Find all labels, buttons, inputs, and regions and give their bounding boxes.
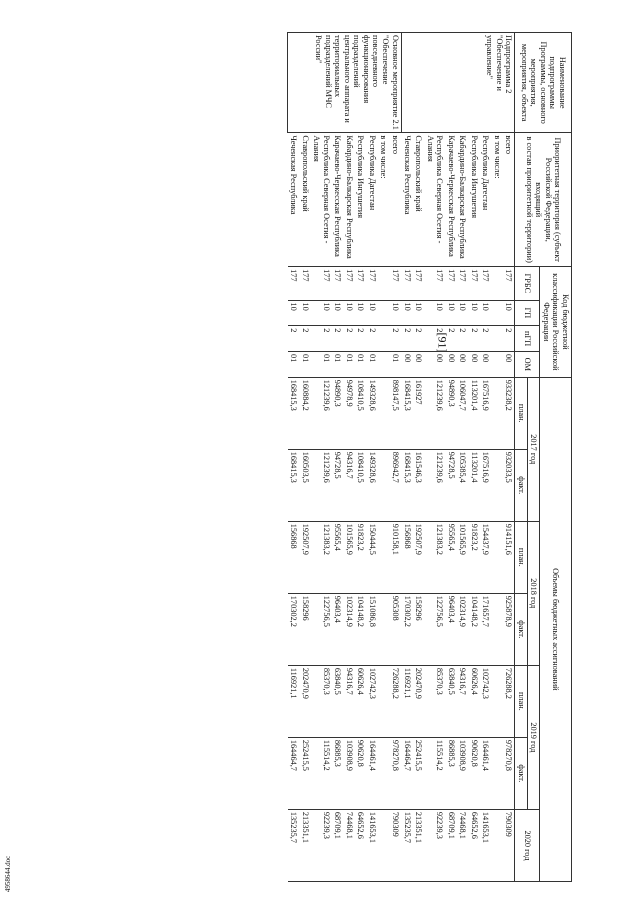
header-2020: 2020 год [515,809,540,881]
value-cell: 95565,4 [332,521,344,593]
value-cell: 102742,3 [480,665,492,737]
value-cell: 01 [366,351,378,377]
territory-cell: всего [390,133,402,267]
value-cell: 978270,8 [503,737,515,809]
value-cell: 113201,4 [468,449,480,521]
value-cell: 177 [332,267,344,300]
page-number: [91] [435,332,450,353]
value-cell [378,665,390,737]
value-cell: 01 [355,351,367,377]
value-cell: 177 [343,267,355,300]
value-cell: 122756,5 [311,593,332,665]
value-cell: 113201,4 [468,377,480,449]
value-cell: 10 [390,300,402,326]
table-row [355,33,367,882]
value-cell: 01 [299,351,311,377]
header-code: Код бюджетной классификации Российской Федерации [540,267,572,378]
value-cell [378,521,390,593]
value-cell: 925878,9 [503,593,515,665]
value-cell: 2 [457,326,469,352]
value-cell: 01 [288,351,300,377]
value-cell [491,351,503,377]
territory-cell: Чеченская Республика [288,133,300,267]
value-cell: 10 [480,300,492,326]
value-cell [491,593,503,665]
value-cell: 108410,5 [355,449,367,521]
value-cell: 00 [480,351,492,377]
value-cell: 90620,8 [468,737,480,809]
value-cell: 2 [299,326,311,352]
value-cell: 101565,9 [457,521,469,593]
value-cell: 104148,2 [355,593,367,665]
value-cell: 213351,1 [299,809,311,881]
header-2018-plan: план. [515,521,528,593]
value-cell: 10 [503,300,515,326]
territory-cell: Республика Северная Осетия - Алания [311,133,332,267]
value-cell: 156868 [288,521,300,593]
value-cell: 177 [480,267,492,300]
header-name: Наименование подпрограммы Программы, основного мероприятия, мероприятия, объекта [515,33,572,133]
value-cell: 01 [343,351,355,377]
value-cell: 92239,3 [311,809,332,881]
value-cell: 2 [413,326,425,352]
value-cell: 202470,9 [413,665,425,737]
value-cell: 00 [424,351,445,377]
value-cell: 01 [311,351,332,377]
value-cell: 177 [355,267,367,300]
value-cell: 74468,1 [343,809,355,881]
territory-cell: Республика Северная Осетия - Алания [424,133,445,267]
territory-cell: Кабардино-Балкарская Республика [457,133,469,267]
territory-cell: Карачаево-Черкесская Республика [332,133,344,267]
value-cell: 96403,4 [445,593,457,665]
value-cell: 85370,3 [424,665,445,737]
table-row [457,33,469,882]
value-cell: 121239,6 [424,377,445,449]
rotated-table-container [72,32,572,882]
value-cell: 86885,3 [332,737,344,809]
value-cell: 121239,6 [424,449,445,521]
value-cell: 74468,1 [457,809,469,881]
value-cell: 160503,5 [299,449,311,521]
value-cell: 10 [311,300,332,326]
value-cell: 177 [299,267,311,300]
value-cell: 149328,6 [366,449,378,521]
value-cell: 2 [355,326,367,352]
table-row [468,33,480,882]
value-cell: 161546,3 [413,449,425,521]
value-cell: 68709,1 [445,809,457,881]
value-cell: 103908,9 [457,737,469,809]
value-cell [378,593,390,665]
value-cell: 91823,2 [355,521,367,593]
value-cell: 10 [299,300,311,326]
value-cell: 164461,4 [480,737,492,809]
value-cell: 2 [311,326,332,352]
territory-cell: Республика Дагестан [480,133,492,267]
value-cell: 115514,2 [311,737,332,809]
value-cell: 94890,3 [332,377,344,449]
value-cell: 94316,7 [343,665,355,737]
value-cell: 94728,5 [445,449,457,521]
territory-cell: Республика Ингушетия [355,133,367,267]
value-cell: 164461,4 [366,737,378,809]
header-volumes: Объемы бюджетных ассигнований [540,377,572,881]
value-cell: 167516,9 [480,377,492,449]
value-cell: 910158,1 [390,521,402,593]
value-cell: 101565,9 [343,521,355,593]
value-cell: 141653,1 [480,809,492,881]
value-cell: 790309 [503,809,515,881]
table-row [288,33,300,882]
value-cell: 94728,5 [332,449,344,521]
value-cell: 213351,1 [413,809,425,881]
value-cell: 103908,9 [343,737,355,809]
value-cell: 91823,2 [468,521,480,593]
table-row [424,33,445,882]
value-cell: 158296 [299,593,311,665]
value-cell: 150444,5 [366,521,378,593]
value-cell: 00 [401,351,413,377]
value-cell: 164464,7 [288,737,300,809]
value-cell: 90620,8 [355,737,367,809]
header-2019-fact: факт. [515,737,528,809]
territory-cell: Республика Ингушетия [468,133,480,267]
document-id: 4958644.doc [4,855,13,893]
value-cell [378,737,390,809]
value-cell: 86885,3 [445,737,457,809]
value-cell: 177 [390,267,402,300]
value-cell: 116921,1 [288,665,300,737]
value-cell: 161927 [413,377,425,449]
value-cell: 115514,2 [424,737,445,809]
header-grbs: ГРБС [515,267,540,300]
header-territory-mid: входящий [534,182,544,218]
value-cell: 63840,5 [332,665,344,737]
value-cell: 2 [390,326,402,352]
value-cell: 116921,1 [401,665,413,737]
value-cell: 10 [288,300,300,326]
table-row [311,33,332,882]
group-name: Основное мероприятие 2.1 "Обеспечение повседневного функционирования подразделений центрального аппарата и территориальных подразделений МЧС России" [288,33,401,133]
value-cell [491,300,503,326]
value-cell: 2 [424,326,445,352]
value-cell [491,377,503,449]
value-cell [491,809,503,881]
value-cell: 252415,5 [413,737,425,809]
value-cell: 898147,5 [390,377,402,449]
value-cell [491,665,503,737]
value-cell: 102314,9 [343,593,355,665]
value-cell: 95565,4 [445,521,457,593]
value-cell: 170302,2 [401,593,413,665]
value-cell: 00 [457,351,469,377]
value-cell: 01 [332,351,344,377]
value-cell: 10 [468,300,480,326]
territory-cell: в том числе: [378,133,390,267]
value-cell: 121383,2 [311,521,332,593]
value-cell: 726288,2 [390,665,402,737]
group-name: Подпрограмма 2 "Обеспечение и управление" [401,33,515,133]
value-cell: 177 [288,267,300,300]
value-cell: 932033,5 [503,449,515,521]
header-2017-fact: факт. [515,449,528,521]
value-cell: 164464,7 [401,737,413,809]
value-cell: 92239,3 [424,809,445,881]
value-cell: 177 [311,267,332,300]
value-cell: 00 [503,351,515,377]
value-cell: 00 [413,351,425,377]
header-om: ОМ [515,351,540,377]
territory-cell: в том числе: [491,133,503,267]
value-cell: 160884,2 [299,377,311,449]
value-cell: 177 [445,267,457,300]
value-cell: 151086,8 [366,593,378,665]
value-cell: 2 [366,326,378,352]
value-cell: 104148,2 [468,593,480,665]
value-cell: 168415,3 [288,377,300,449]
table-row [401,33,413,882]
value-cell: 158296 [413,593,425,665]
value-cell: 01 [390,351,402,377]
table-body [288,33,515,882]
header-2017: 2017 год [527,377,540,521]
value-cell: 170302,2 [288,593,300,665]
value-cell: 914151,6 [503,521,515,593]
value-cell: 177 [457,267,469,300]
table-row [390,33,402,882]
value-cell [491,521,503,593]
value-cell: 2 [343,326,355,352]
value-cell: 108410,5 [355,377,367,449]
value-cell [378,449,390,521]
table-row [503,33,515,882]
value-cell: 168415,3 [401,449,413,521]
value-cell: 141653,1 [366,809,378,881]
value-cell: 64652,6 [468,809,480,881]
value-cell: 121239,6 [311,377,332,449]
value-cell: 94978,9 [343,377,355,449]
value-cell: 177 [424,267,445,300]
value-cell: 896942,7 [390,449,402,521]
budget-table [287,32,572,882]
table-row [343,33,355,882]
value-cell: 726288,2 [503,665,515,737]
value-cell: 2 [288,326,300,352]
table-row [480,33,492,882]
value-cell [491,326,503,352]
table-row [413,33,425,882]
value-cell: 168415,3 [288,449,300,521]
value-cell: 121383,2 [424,521,445,593]
header-territory-bottom: в состав приоритетной территории) [524,136,534,263]
value-cell [491,737,503,809]
header-pgp: пГП [515,326,540,352]
value-cell: 154437,9 [480,521,492,593]
header-2019: 2019 год [527,665,540,809]
value-cell: 177 [366,267,378,300]
value-cell: 2 [332,326,344,352]
territory-cell: Кабардино-Балкарская Республика [343,133,355,267]
value-cell: 10 [366,300,378,326]
value-cell [491,267,503,300]
header-gp: ГП [515,300,540,326]
value-cell [378,267,390,300]
value-cell: 135235,7 [288,809,300,881]
value-cell: 64652,6 [355,809,367,881]
territory-cell: Республика Дагестан [366,133,378,267]
value-cell: 2 [401,326,413,352]
value-cell: 10 [424,300,445,326]
table-row [445,33,457,882]
value-cell: 167516,9 [480,449,492,521]
table-row [299,33,311,882]
value-cell: 168415,3 [401,377,413,449]
header-2018: 2018 год [527,521,540,665]
value-cell: 192507,9 [299,521,311,593]
value-cell: 102314,9 [457,593,469,665]
value-cell: 10 [445,300,457,326]
value-cell: 10 [401,300,413,326]
value-cell: 177 [413,267,425,300]
value-cell: 177 [503,267,515,300]
value-cell: 933238,2 [503,377,515,449]
value-cell: 10 [355,300,367,326]
value-cell: 105385,4 [457,449,469,521]
value-cell: 00 [445,351,457,377]
value-cell: 978270,8 [390,737,402,809]
value-cell: 10 [413,300,425,326]
table-row [332,33,344,882]
value-cell [378,351,390,377]
header-2018-fact: факт. [515,593,528,665]
value-cell: 202470,9 [299,665,311,737]
value-cell: 2 [480,326,492,352]
value-cell: 2 [468,326,480,352]
value-cell: 96403,4 [332,593,344,665]
territory-cell: всего [503,133,515,267]
value-cell [378,300,390,326]
header-territory-top: Приоритетная территория (субъект Российской Федерации, [543,137,563,262]
value-cell: 2 [445,326,457,352]
value-cell: 60626,4 [468,665,480,737]
value-cell: 102742,3 [366,665,378,737]
header-2017-plan: план. [515,377,528,449]
value-cell: 905308 [390,593,402,665]
territory-cell: Карачаево-Черкесская Республика [445,133,457,267]
value-cell: 790309 [390,809,402,881]
value-cell: 85370,3 [311,665,332,737]
value-cell: 68709,1 [332,809,344,881]
value-cell [378,809,390,881]
value-cell: 171657,7 [480,593,492,665]
table-row [366,33,378,882]
value-cell: 2 [503,326,515,352]
value-cell: 10 [343,300,355,326]
value-cell: 60626,4 [355,665,367,737]
value-cell: 177 [401,267,413,300]
territory-cell: Ставропольский край [413,133,425,267]
value-cell [378,377,390,449]
table-row [491,33,503,882]
value-cell: 94316,7 [457,665,469,737]
header-2019-plan: план. [515,665,528,737]
value-cell: 156868 [401,521,413,593]
value-cell: 10 [332,300,344,326]
table-header [515,33,572,882]
value-cell: 192507,9 [413,521,425,593]
value-cell: 122756,5 [424,593,445,665]
territory-cell: Чеченская Республика [401,133,413,267]
value-cell: 121239,6 [311,449,332,521]
value-cell: 94316,7 [343,449,355,521]
value-cell: 106047,7 [457,377,469,449]
value-cell [491,449,503,521]
value-cell: 252415,5 [299,737,311,809]
value-cell: 94890,3 [445,377,457,449]
value-cell: 00 [468,351,480,377]
header-territory [515,133,572,267]
territory-cell: Ставропольский край [299,133,311,267]
table-row [378,33,390,882]
value-cell: 135235,7 [401,809,413,881]
value-cell [378,326,390,352]
value-cell: 10 [457,300,469,326]
value-cell: 63840,5 [445,665,457,737]
value-cell: 149328,6 [366,377,378,449]
value-cell: 177 [468,267,480,300]
